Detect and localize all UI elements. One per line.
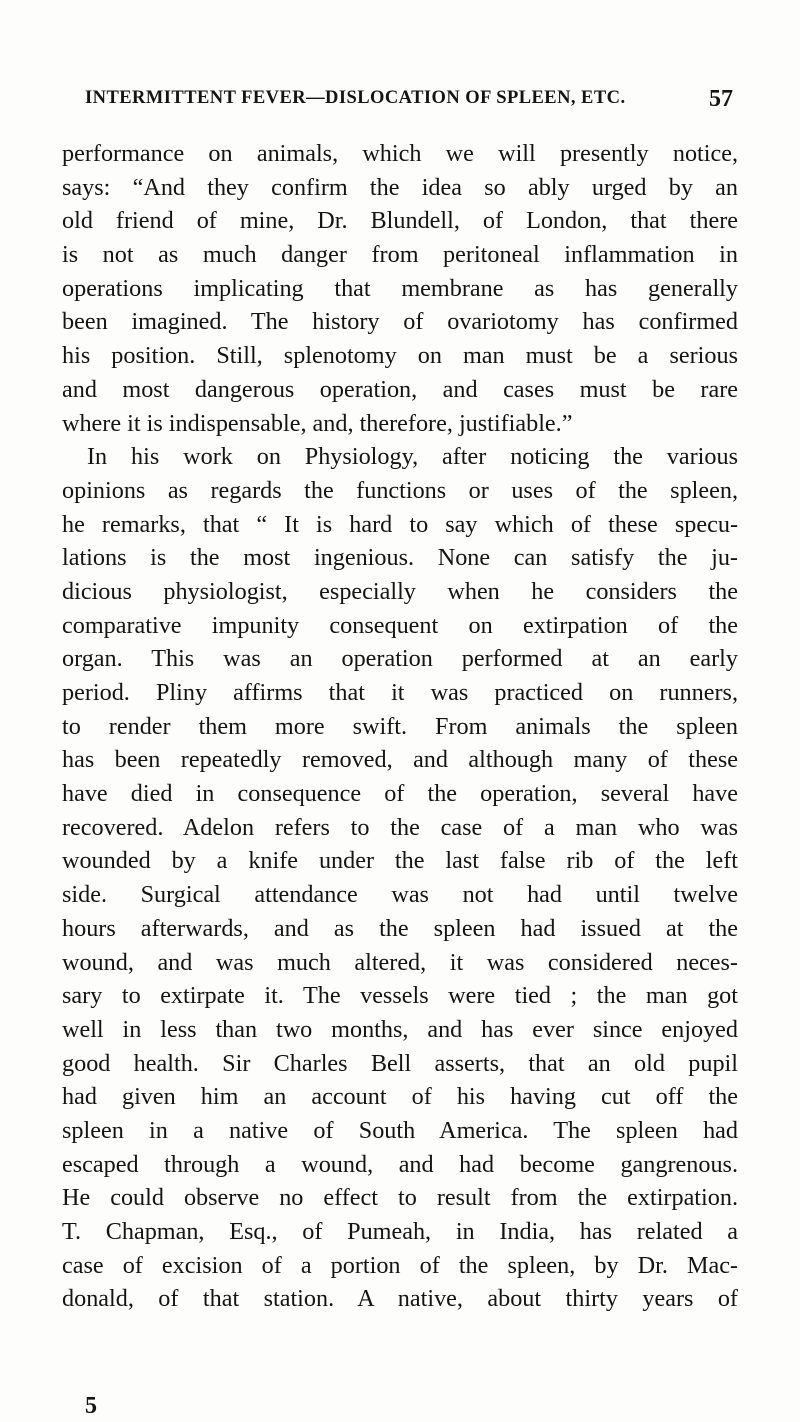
text-line: case of excision of a portion of the spleen, by Dr. Mac- — [62, 1251, 738, 1279]
text-line: operations implicating that membrane as has generally — [62, 274, 738, 302]
text-line: wounded by a knife under the last false rib of the left — [62, 847, 738, 875]
running-title: INTERMITTENT FEVER—DISLOCATION OF SPLEEN, ETC. — [85, 88, 626, 108]
text-line: well in less than two months, and has ever since enjoyed — [62, 1015, 738, 1043]
text-line: opinions as regards the functions or uses of the spleen, — [62, 476, 738, 504]
text-line: recovered. Adelon refers to the case of a man who was — [62, 813, 738, 841]
text-line: escaped through a wound, and had become gangrenous. — [62, 1150, 738, 1178]
text-line: dicious physiologist, especially when he considers the — [62, 577, 738, 605]
text-line: wound, and was much altered, it was considered neces- — [62, 948, 738, 976]
text-line: In his work on Physiology, after noticing the various — [87, 443, 738, 471]
text-line: he remarks, that “ It is hard to say which of these specu- — [62, 510, 738, 538]
text-line: to render them more swift. From animals the spleen — [62, 712, 738, 740]
text-line: had given him an account of his having cut off the — [62, 1083, 738, 1111]
text-line: says: “And they confirm the idea so ably urged by an — [62, 173, 738, 201]
text-line: is not as much danger from peritoneal inflammation in — [62, 241, 738, 269]
text-line: comparative impunity consequent on extirpation of the — [62, 611, 738, 639]
page-number: 57 — [709, 86, 733, 112]
text-line: hours afterwards, and as the spleen had issued at the — [62, 914, 738, 942]
text-line: spleen in a native of South America. The spleen had — [62, 1116, 738, 1144]
text-line: side. Surgical attendance was not had until twelve — [62, 881, 738, 909]
text-line: been imagined. The history of ovariotomy has confirmed — [62, 308, 738, 336]
text-line: T. Chapman, Esq., of Pumeah, in India, has related a — [62, 1218, 738, 1245]
text-line: his position. Still, splenotomy on man must be a serious — [62, 342, 738, 370]
text-line: and most dangerous operation, and cases must be rare — [62, 375, 738, 403]
signature-mark: 5 — [85, 1393, 97, 1419]
text-line: performance on animals, which we will presently notice, — [62, 140, 738, 167]
text-line: organ. This was an operation performed at an early — [62, 645, 738, 673]
text-line: good health. Sir Charles Bell asserts, that an old pupil — [62, 1049, 738, 1077]
text-line: period. Pliny affirms that it was practiced on runners, — [62, 679, 738, 706]
text-line: sary to extirpate it. The vessels were tied ; the man got — [62, 982, 738, 1010]
running-head — [85, 88, 733, 118]
body-text — [62, 137, 738, 1316]
text-line: He could observe no effect to result from the extirpation. — [62, 1184, 738, 1212]
text-line: lations is the most ingenious. None can satisfy the ju- — [62, 544, 738, 572]
text-line: has been repeatedly removed, and although many of these — [62, 746, 738, 774]
text-line: old friend of mine, Dr. Blundell, of London, that there — [62, 207, 738, 235]
text-line: donald, of that station. A native, about thirty years of — [62, 1285, 738, 1313]
text-line: have died in consequence of the operation, several have — [62, 780, 738, 808]
text-line: where it is indispensable, and, therefore, justifiable.” — [62, 409, 573, 437]
